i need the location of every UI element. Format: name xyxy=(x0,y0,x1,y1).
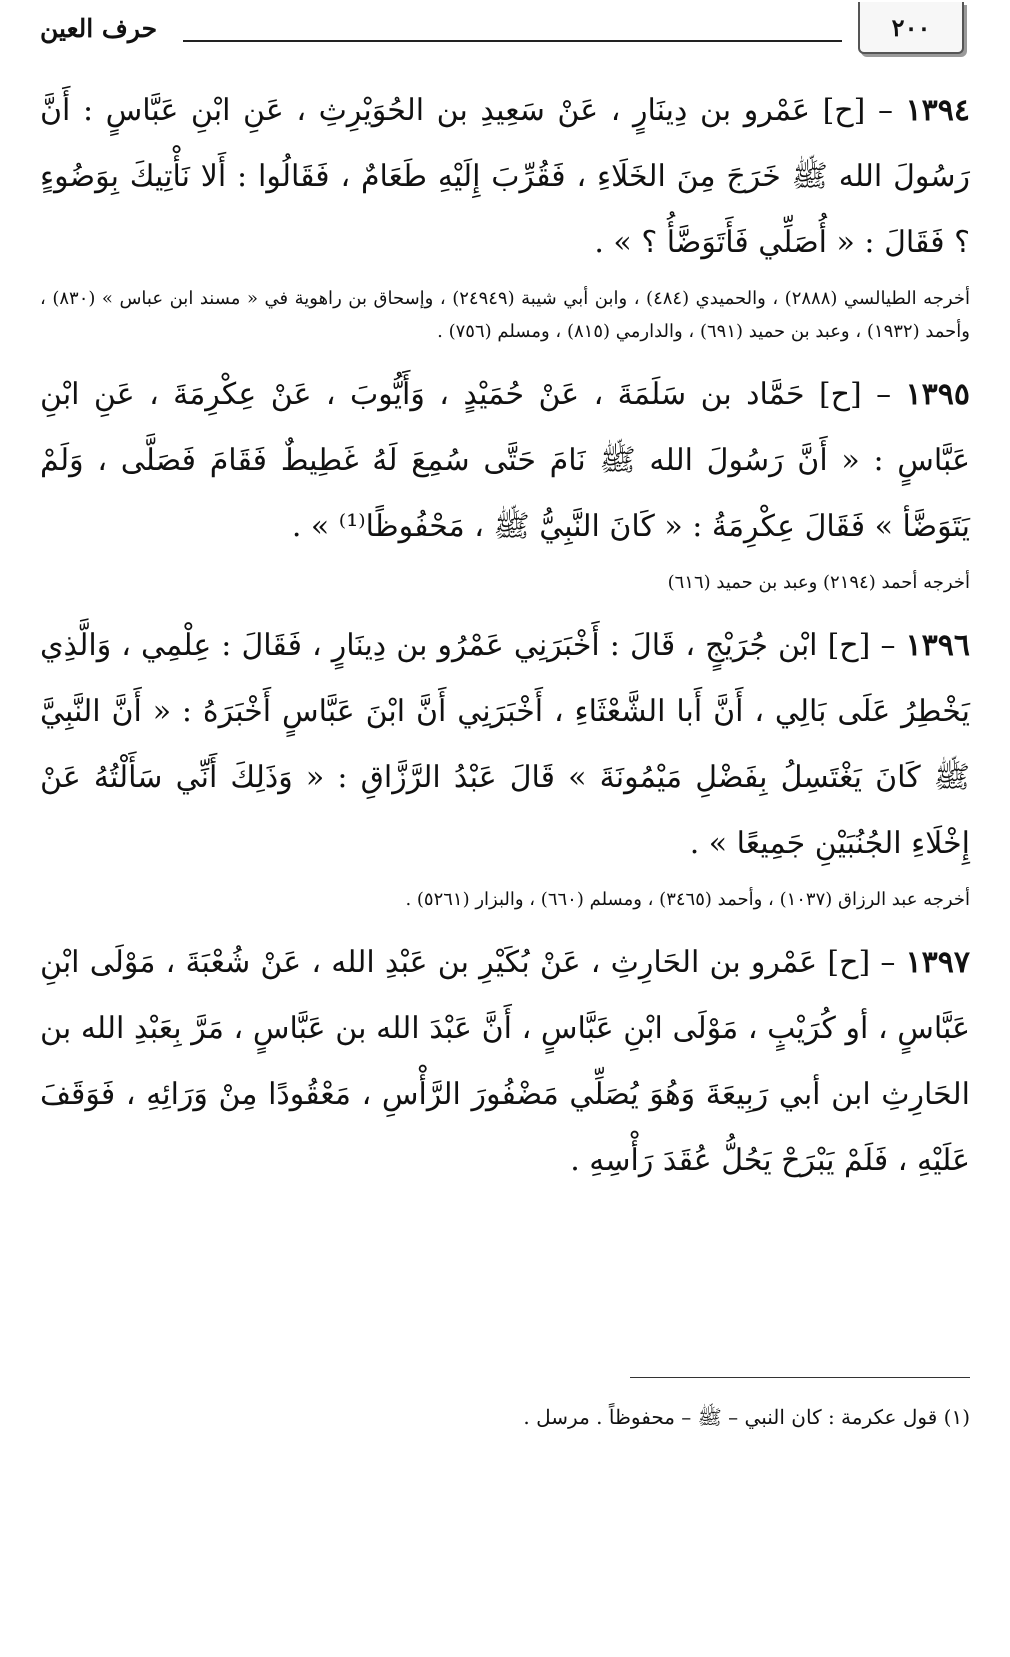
hadith-body: – [ح] عَمْرو بن دِينَارٍ ، عَنْ سَعِيدِ بن الحُوَيْرِثِ ، عَنِ ابْنِ عَبَّاسٍ : أَنَّ رَسُولَ الله ﷺ خَرَجَ مِنَ الخَلَاءِ ، فَقُرِّبَ إِلَيْهِ طَعَامٌ ، فَقَالُوا : أَلا نَأْتِيكَ بِوَضُوءٍ ؟ فَقَالَ : « أُصَلِّي فَأَتَوَضَّأُ ؟ » . xyxy=(40,93,970,260)
hadith-entry xyxy=(40,613,970,916)
hadith-number: ١٣٩٤ xyxy=(905,93,970,128)
hadith-text xyxy=(40,78,970,276)
takhrij-text: أخرجه أحمد (٢١٩٤) وعبد بن حميد (٦١٦) xyxy=(667,572,970,593)
chapter-title: حرف العين xyxy=(40,14,158,43)
hadith-number: ١٣٩٦ xyxy=(905,628,970,663)
hadith-text xyxy=(40,930,970,1194)
hadith-body: – [ح] عَمْرو بن الحَارِثِ ، عَنْ بُكَيْرِ بن عَبْدِ الله ، عَنْ شُعْبَةَ ، مَوْلَى ابْنِ عَبَّاسٍ ، أو كُرَيْبٍ ، مَوْلَى ابْنِ عَبَّاسٍ ، أَنَّ عَبْدَ الله بن عَبَّاسٍ ، مَرَّ بِعَبْدِ الله بن الحَارِثِ ابن أبي رَبِيعَةَ وَهُوَ يُصَلِّي مَضْفُورَ الرَّأْسِ ، مَعْقُودًا مِنْ وَرَائِهِ ، فَوَقَفَ عَلَيْهِ ، فَلَمْ يَبْرَحْ يَحُلُّ عُقَدَ رَأْسِهِ . xyxy=(40,945,970,1178)
takhrij-text: أخرجه الطيالسي (٢٨٨٨) ، والحميدي (٤٨٤) ، وابن أبي شيبة (٢٤٩٤٩) ، وإسحاق بن راهوية في « مسند ابن عباس » (٨٣٠) ، وأحمد (١٩٣٢) ، وعبد بن حميد (٦٩١) ، والدارمي (٨١٥) ، ومسلم (٧٥٦) . xyxy=(40,288,970,342)
header-rule xyxy=(183,40,842,42)
page-number: ٢٠٠ xyxy=(858,2,964,54)
hadith-body: – [ح] ابْن جُرَيْجٍ ، قَالَ : أَخْبَرَنِي عَمْرُو بن دِينَارٍ ، فَقَالَ : عِلْمِي ، وَالَّذِي يَخْطِرُ عَلَى بَالِي ، أَنَّ أَبا الشَّعْثَاءِ ، أَخْبَرَنِي أَنَّ ابْنَ عَبَّاسٍ أَخْبَرَهُ : « أَنَّ النَّبِيَّ ﷺ كَانَ يَغْتَسِلُ بِفَضْلِ مَيْمُونَةَ » قَالَ عَبْدُ الرَّزَّاقِ : « وَذَلِكَ أَنِّي سَأَلْتُهُ عَنْ إِخْلَاءِ الجُنُبَيْنِ جَمِيعًا » . xyxy=(40,628,970,861)
page-header xyxy=(40,0,970,60)
footnote-separator xyxy=(630,1377,970,1378)
footnote: (١) قول عكرمة : كان النبي – ﷺ – محفوظاً . مرسل . xyxy=(523,1405,970,1429)
hadith-entry xyxy=(40,930,970,1194)
hadith-text xyxy=(40,362,970,560)
hadith-number: ١٣٩٥ xyxy=(905,377,970,412)
hadith-entry xyxy=(40,362,970,599)
hadith-number: ١٣٩٧ xyxy=(905,945,970,980)
hadith-text xyxy=(40,613,970,877)
hadith-body: – [ح] حَمَّاد بن سَلَمَةَ ، عَنْ حُمَيْدٍ ، وَأَيُّوبَ ، عَنْ عِكْرِمَةَ ، عَنِ ابْنِ عَبَّاسٍ : « أَنَّ رَسُولَ الله ﷺ نَامَ حَتَّى سُمِعَ لَهُ غَطِيطٌ فَقَامَ فَصَلَّى ، وَلَمْ يَتَوَضَّأ » فَقَالَ عِكْرِمَةُ : « كَانَ النَّبِيُّ ﷺ ، مَحْفُوظًا⁽¹⁾ » . xyxy=(40,377,970,544)
hadith-entry xyxy=(40,78,970,348)
page-content xyxy=(40,78,970,1194)
takhrij-text: أخرجه عبد الرزاق (١٠٣٧) ، وأحمد (٣٤٦٥) ، ومسلم (٦٦٠) ، والبزار (٥٢٦١) . xyxy=(405,889,970,910)
